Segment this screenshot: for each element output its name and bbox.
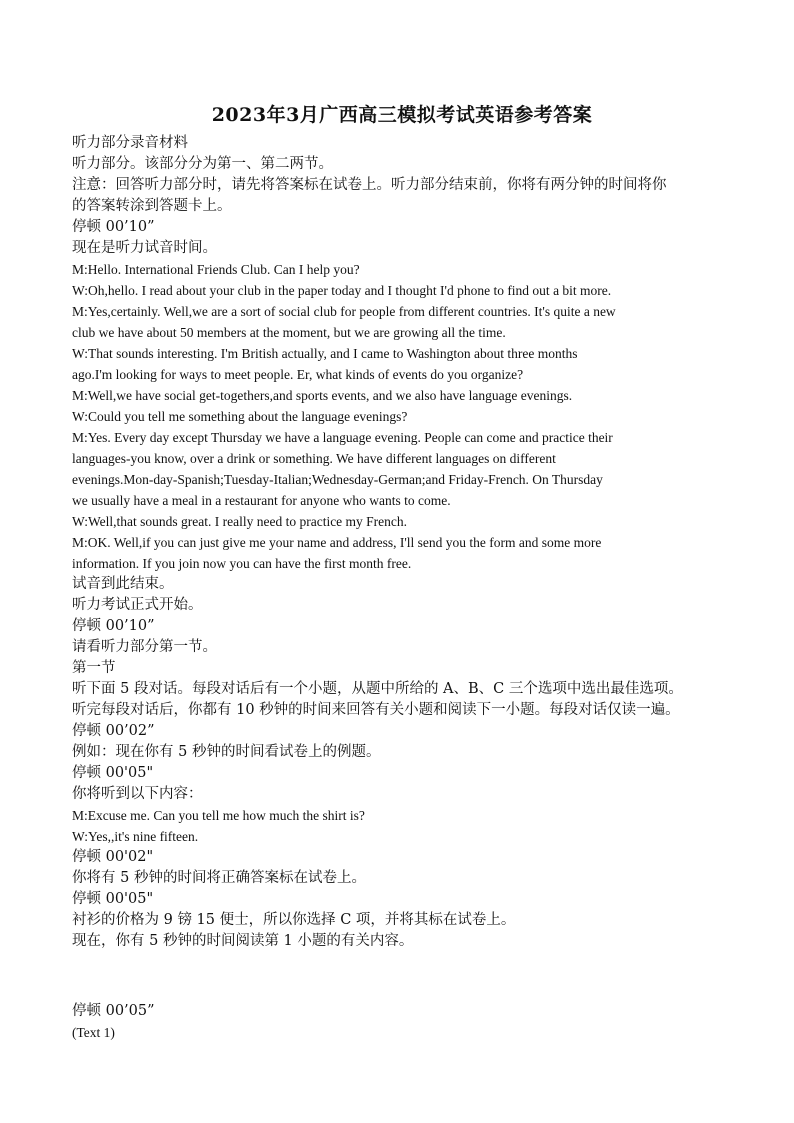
text-line: W:Could you tell me something about the language evenings? bbox=[72, 409, 408, 424]
text-line: 例如：现在你有 5 秒钟的时间看试卷上的例题。 bbox=[72, 744, 381, 760]
text-line: languages-you know, over a drink or something. We have different languages on different bbox=[72, 451, 556, 466]
text-line: W:Well,that sounds great. I really need to practice my French. bbox=[72, 514, 408, 529]
text-line: 你将有 5 秒钟的时间将正确答案标在试卷上。 bbox=[72, 870, 366, 886]
text-line: M:Excuse me. Can you tell me how much the shirt is? bbox=[72, 808, 365, 823]
text-line: 听下面 5 段对话。每段对话后有一个小题，从题中所给的 A、B、C 三个选项中选出最佳选项。 bbox=[72, 681, 683, 697]
text-line: 停顿 00’10” bbox=[72, 618, 155, 634]
text-line: 停顿 00’05” bbox=[72, 1003, 155, 1019]
document-title: 2023年3月广西高三模拟考试英语参考答案 bbox=[211, 104, 593, 126]
text-line: we usually have a meal in a restaurant for anyone who wants to come. bbox=[72, 493, 451, 508]
text-line: 你将听到以下内容： bbox=[72, 786, 203, 802]
text-line: club we have about 50 members at the moment, but we are growing all the time. bbox=[72, 325, 506, 340]
text-line: 试音到此结束。 bbox=[72, 576, 174, 592]
text-line: 停顿 00’02” bbox=[72, 723, 155, 739]
text-line: M:Yes,certainly. Well,we are a sort of social club for people from different countries. It's quite a new bbox=[72, 304, 616, 319]
text-line: 停顿 00'05" bbox=[72, 765, 154, 781]
text-line: 停顿 00’10” bbox=[72, 219, 155, 235]
blank-line bbox=[72, 966, 732, 987]
text-line: 听力部分。该部分分为第一、第二两节。 bbox=[72, 156, 333, 172]
text-line: evenings.Mon-day-Spanish;Tuesday-Italian;Wednesday-German;and Friday-French. On Thursday bbox=[72, 472, 603, 487]
text-line: 的答案转涂到答题卡上。 bbox=[72, 198, 232, 214]
text-line: 请看听力部分第一节。 bbox=[72, 639, 217, 655]
document-body bbox=[72, 133, 732, 1043]
text-line: 衬衫的价格为 9 镑 15 便士，所以你选择 C 项，并将其标在试卷上。 bbox=[72, 912, 516, 928]
text-line: W:Yes,,it's nine fifteen. bbox=[72, 829, 199, 844]
text-line: M:Hello. International Friends Club. Can I help you? bbox=[72, 262, 360, 277]
text-line: 现在是听力试音时间。 bbox=[72, 240, 217, 256]
text-line: ago.I'm looking for ways to meet people. Er, what kinds of events do you organize? bbox=[72, 367, 524, 382]
text-line: W:Oh,hello. I read about your club in the paper today and I thought I'd phone to find out a bit more. bbox=[72, 283, 612, 298]
text-line: 注意：回答听力部分时，请先将答案标在试卷上。听力部分结束前，你将有两分钟的时间将你 bbox=[72, 177, 667, 193]
text-line: 停顿 00'05" bbox=[72, 891, 154, 907]
text-line: W:That sounds interesting. I'm British actually, and I came to Washington about three months bbox=[72, 346, 578, 361]
text-line: M:OK. Well,if you can just give me your name and address, I'll send you the form and some more bbox=[72, 535, 602, 550]
document-page bbox=[72, 100, 732, 1043]
text-line: (Text 1) bbox=[72, 1025, 115, 1040]
text-line: 听力考试正式开始。 bbox=[72, 597, 203, 613]
text-line: information. If you join now you can have the first month free. bbox=[72, 556, 412, 571]
text-line: 停顿 00'02" bbox=[72, 849, 154, 865]
text-line: 听力部分录音材料 bbox=[72, 135, 188, 151]
text-line: 听完每段对话后，你都有 10 秒钟的时间来回答有关小题和阅读下一小题。每段对话仅读一遍。 bbox=[72, 702, 680, 718]
text-line: 现在，你有 5 秒钟的时间阅读第 1 小题的有关内容。 bbox=[72, 933, 414, 949]
text-line: 第一节 bbox=[72, 660, 116, 676]
text-line: M:Yes. Every day except Thursday we have a language evening. People can come and practice their bbox=[72, 430, 613, 445]
text-line: M:Well,we have social get-togethers,and sports events, and we also have language evenings. bbox=[72, 388, 573, 403]
